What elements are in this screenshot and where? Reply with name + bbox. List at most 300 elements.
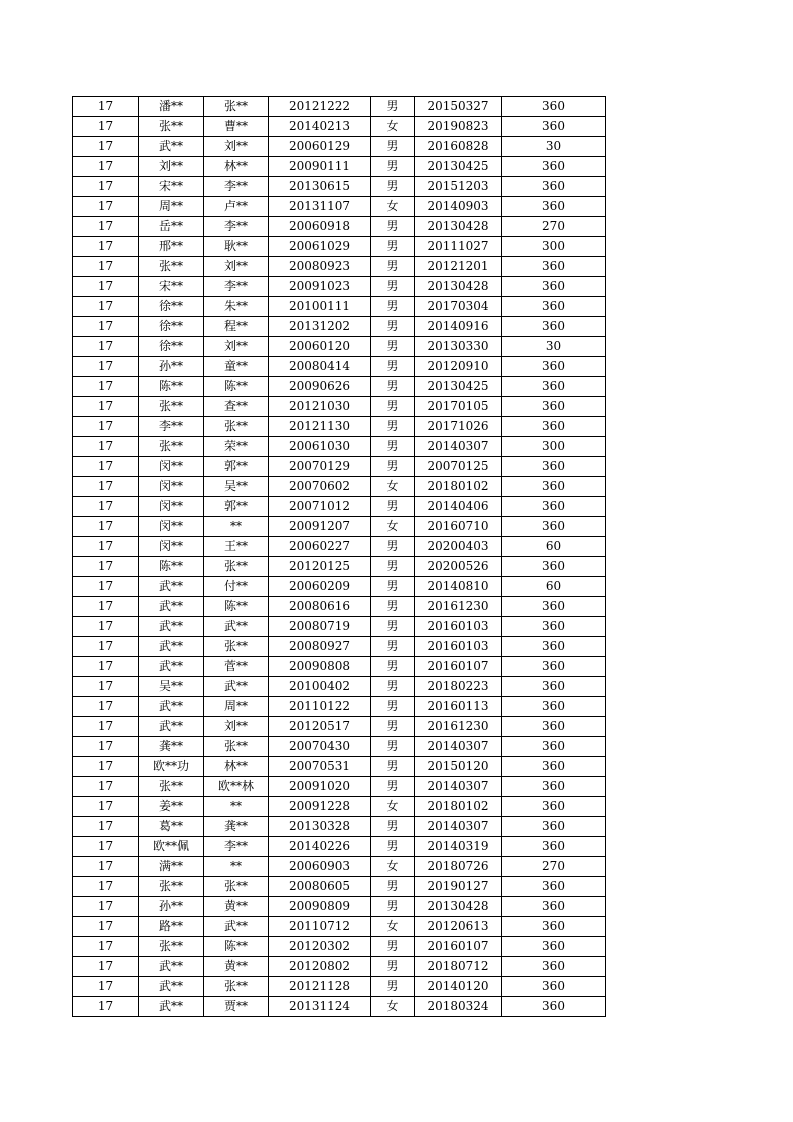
table-row [73, 837, 606, 857]
name-a-cell: 邢** [139, 237, 204, 257]
name-a-cell: 武** [139, 977, 204, 997]
date-a-cell: 20121128 [269, 977, 371, 997]
name-b-cell: 郭** [204, 497, 269, 517]
name-a-cell: 宋** [139, 277, 204, 297]
date-a-cell: 20120802 [269, 957, 371, 977]
name-b-cell: 朱** [204, 297, 269, 317]
name-a-cell: 宋** [139, 177, 204, 197]
table-row [73, 177, 606, 197]
name-b-cell: 张** [204, 877, 269, 897]
name-a-cell: 张** [139, 117, 204, 137]
date-a-cell: 20070531 [269, 757, 371, 777]
date-a-cell: 20130328 [269, 817, 371, 837]
amount-cell: 360 [502, 417, 606, 437]
amount-cell: 360 [502, 797, 606, 817]
name-b-cell: 欧**林 [204, 777, 269, 797]
gender-cell: 男 [371, 177, 415, 197]
gender-cell: 男 [371, 377, 415, 397]
grade-cell: 17 [73, 697, 139, 717]
gender-cell: 女 [371, 197, 415, 217]
name-b-cell: 武** [204, 617, 269, 637]
date-b-cell: 20140810 [415, 577, 502, 597]
gender-cell: 男 [371, 337, 415, 357]
amount-cell: 360 [502, 457, 606, 477]
amount-cell: 270 [502, 217, 606, 237]
grade-cell: 17 [73, 817, 139, 837]
date-a-cell: 20140226 [269, 837, 371, 857]
grade-cell: 17 [73, 297, 139, 317]
table-row [73, 257, 606, 277]
grade-cell: 17 [73, 237, 139, 257]
date-a-cell: 20060209 [269, 577, 371, 597]
date-a-cell: 20060918 [269, 217, 371, 237]
name-b-cell: 张** [204, 417, 269, 437]
amount-cell: 360 [502, 997, 606, 1017]
date-b-cell: 20130428 [415, 217, 502, 237]
date-a-cell: 20091020 [269, 777, 371, 797]
name-a-cell: 陈** [139, 377, 204, 397]
amount-cell: 360 [502, 877, 606, 897]
grade-cell: 17 [73, 277, 139, 297]
gender-cell: 男 [371, 397, 415, 417]
date-b-cell: 20180102 [415, 797, 502, 817]
grade-cell: 17 [73, 417, 139, 437]
grade-cell: 17 [73, 757, 139, 777]
table-row [73, 437, 606, 457]
grade-cell: 17 [73, 577, 139, 597]
gender-cell: 女 [371, 917, 415, 937]
table-row [73, 357, 606, 377]
grade-cell: 17 [73, 737, 139, 757]
date-a-cell: 20110712 [269, 917, 371, 937]
date-a-cell: 20110122 [269, 697, 371, 717]
grade-cell: 17 [73, 257, 139, 277]
name-b-cell: 吴** [204, 477, 269, 497]
date-a-cell: 20061030 [269, 437, 371, 457]
table-row [73, 137, 606, 157]
amount-cell: 360 [502, 317, 606, 337]
name-b-cell: 武** [204, 677, 269, 697]
name-a-cell: 闵** [139, 477, 204, 497]
table-row [73, 937, 606, 957]
amount-cell: 360 [502, 737, 606, 757]
name-b-cell: 李** [204, 277, 269, 297]
name-a-cell: 吴** [139, 677, 204, 697]
table-row [73, 97, 606, 117]
table-row [73, 777, 606, 797]
name-a-cell: 武** [139, 657, 204, 677]
name-b-cell: ** [204, 517, 269, 537]
grade-cell: 17 [73, 477, 139, 497]
amount-cell: 360 [502, 397, 606, 417]
date-b-cell: 20160107 [415, 657, 502, 677]
date-a-cell: 20070602 [269, 477, 371, 497]
amount-cell: 360 [502, 677, 606, 697]
name-b-cell: 张** [204, 637, 269, 657]
amount-cell: 360 [502, 717, 606, 737]
table-row [73, 237, 606, 257]
gender-cell: 男 [371, 717, 415, 737]
name-a-cell: 姜** [139, 797, 204, 817]
table-row [73, 577, 606, 597]
name-b-cell: 菅** [204, 657, 269, 677]
gender-cell: 男 [371, 317, 415, 337]
gender-cell: 男 [371, 277, 415, 297]
name-b-cell: 郭** [204, 457, 269, 477]
amount-cell: 30 [502, 137, 606, 157]
name-b-cell: 张** [204, 977, 269, 997]
amount-cell: 360 [502, 297, 606, 317]
gender-cell: 男 [371, 577, 415, 597]
date-a-cell: 20080616 [269, 597, 371, 617]
grade-cell: 17 [73, 557, 139, 577]
date-b-cell: 20180726 [415, 857, 502, 877]
grade-cell: 17 [73, 537, 139, 557]
grade-cell: 17 [73, 397, 139, 417]
name-b-cell: 陈** [204, 597, 269, 617]
grade-cell: 17 [73, 457, 139, 477]
table-row [73, 537, 606, 557]
gender-cell: 男 [371, 457, 415, 477]
name-b-cell: ** [204, 797, 269, 817]
amount-cell: 270 [502, 857, 606, 877]
gender-cell: 女 [371, 857, 415, 877]
name-b-cell: 卢** [204, 197, 269, 217]
grade-cell: 17 [73, 977, 139, 997]
gender-cell: 男 [371, 257, 415, 277]
date-b-cell: 20160828 [415, 137, 502, 157]
name-b-cell: 李** [204, 177, 269, 197]
date-b-cell: 20140307 [415, 437, 502, 457]
date-b-cell: 20160710 [415, 517, 502, 537]
amount-cell: 360 [502, 957, 606, 977]
name-b-cell: 龚** [204, 817, 269, 837]
grade-cell: 17 [73, 837, 139, 857]
amount-cell: 360 [502, 277, 606, 297]
amount-cell: 360 [502, 157, 606, 177]
table-row [73, 737, 606, 757]
name-b-cell: 刘** [204, 337, 269, 357]
amount-cell: 360 [502, 517, 606, 537]
name-a-cell: 张** [139, 937, 204, 957]
table-row [73, 457, 606, 477]
amount-cell: 360 [502, 117, 606, 137]
name-a-cell: 武** [139, 637, 204, 657]
date-a-cell: 20090111 [269, 157, 371, 177]
amount-cell: 360 [502, 477, 606, 497]
table-row [73, 677, 606, 697]
amount-cell: 300 [502, 437, 606, 457]
date-a-cell: 20131107 [269, 197, 371, 217]
gender-cell: 男 [371, 417, 415, 437]
grade-cell: 17 [73, 957, 139, 977]
name-a-cell: 欧**佩 [139, 837, 204, 857]
date-b-cell: 20140307 [415, 777, 502, 797]
date-b-cell: 20140916 [415, 317, 502, 337]
name-b-cell: 刘** [204, 257, 269, 277]
name-a-cell: 武** [139, 577, 204, 597]
name-a-cell: 葛** [139, 817, 204, 837]
name-b-cell: 刘** [204, 717, 269, 737]
name-b-cell: 张** [204, 97, 269, 117]
date-a-cell: 20080719 [269, 617, 371, 637]
date-b-cell: 20140307 [415, 817, 502, 837]
grade-cell: 17 [73, 937, 139, 957]
date-a-cell: 20130615 [269, 177, 371, 197]
date-b-cell: 20140120 [415, 977, 502, 997]
date-a-cell: 20061029 [269, 237, 371, 257]
date-a-cell: 20090626 [269, 377, 371, 397]
grade-cell: 17 [73, 877, 139, 897]
gender-cell: 男 [371, 937, 415, 957]
amount-cell: 360 [502, 357, 606, 377]
name-a-cell: 闵** [139, 497, 204, 517]
table-row [73, 417, 606, 437]
date-b-cell: 20161230 [415, 717, 502, 737]
name-a-cell: 路** [139, 917, 204, 937]
name-a-cell: 武** [139, 957, 204, 977]
date-a-cell: 20091228 [269, 797, 371, 817]
name-b-cell: 张** [204, 737, 269, 757]
amount-cell: 360 [502, 497, 606, 517]
name-a-cell: 龚** [139, 737, 204, 757]
amount-cell: 60 [502, 577, 606, 597]
date-b-cell: 20161230 [415, 597, 502, 617]
name-b-cell: 耿** [204, 237, 269, 257]
table-row [73, 657, 606, 677]
grade-cell: 17 [73, 677, 139, 697]
name-b-cell: 李** [204, 217, 269, 237]
gender-cell: 男 [371, 757, 415, 777]
date-b-cell: 20200526 [415, 557, 502, 577]
date-b-cell: 20140307 [415, 737, 502, 757]
grade-cell: 17 [73, 657, 139, 677]
date-a-cell: 20090808 [269, 657, 371, 677]
table-row [73, 997, 606, 1017]
date-a-cell: 20091207 [269, 517, 371, 537]
date-b-cell: 20070125 [415, 457, 502, 477]
name-b-cell: 陈** [204, 937, 269, 957]
gender-cell: 女 [371, 517, 415, 537]
date-a-cell: 20080605 [269, 877, 371, 897]
grade-cell: 17 [73, 917, 139, 937]
name-b-cell: 曹** [204, 117, 269, 137]
name-b-cell: 武** [204, 917, 269, 937]
date-a-cell: 20080927 [269, 637, 371, 657]
name-a-cell: 周** [139, 197, 204, 217]
name-b-cell: 林** [204, 157, 269, 177]
table-row [73, 337, 606, 357]
gender-cell: 男 [371, 617, 415, 637]
name-b-cell: 黄** [204, 897, 269, 917]
gender-cell: 男 [371, 817, 415, 837]
name-a-cell: 张** [139, 397, 204, 417]
gender-cell: 男 [371, 697, 415, 717]
amount-cell: 360 [502, 777, 606, 797]
name-a-cell: 武** [139, 137, 204, 157]
date-b-cell: 20170304 [415, 297, 502, 317]
name-b-cell: 周** [204, 697, 269, 717]
table-row [73, 877, 606, 897]
gender-cell: 男 [371, 497, 415, 517]
grade-cell: 17 [73, 337, 139, 357]
date-a-cell: 20121222 [269, 97, 371, 117]
date-a-cell: 20080923 [269, 257, 371, 277]
date-a-cell: 20060903 [269, 857, 371, 877]
table-body [73, 97, 606, 1017]
gender-cell: 男 [371, 557, 415, 577]
date-b-cell: 20121201 [415, 257, 502, 277]
name-a-cell: 武** [139, 697, 204, 717]
date-b-cell: 20111027 [415, 237, 502, 257]
amount-cell: 360 [502, 937, 606, 957]
table-row [73, 157, 606, 177]
name-a-cell: 孙** [139, 357, 204, 377]
grade-cell: 17 [73, 377, 139, 397]
date-b-cell: 20130425 [415, 157, 502, 177]
gender-cell: 男 [371, 597, 415, 617]
date-a-cell: 20140213 [269, 117, 371, 137]
table-row [73, 697, 606, 717]
gender-cell: 男 [371, 437, 415, 457]
name-a-cell: 闵** [139, 517, 204, 537]
gender-cell: 女 [371, 117, 415, 137]
name-b-cell: 荣** [204, 437, 269, 457]
gender-cell: 女 [371, 477, 415, 497]
date-b-cell: 20180223 [415, 677, 502, 697]
date-b-cell: 20150120 [415, 757, 502, 777]
name-a-cell: 徐** [139, 337, 204, 357]
gender-cell: 女 [371, 997, 415, 1017]
date-b-cell: 20140319 [415, 837, 502, 857]
name-a-cell: 满** [139, 857, 204, 877]
amount-cell: 60 [502, 537, 606, 557]
name-a-cell: 武** [139, 617, 204, 637]
name-a-cell: 武** [139, 597, 204, 617]
table-row [73, 517, 606, 537]
date-b-cell: 20120910 [415, 357, 502, 377]
grade-cell: 17 [73, 897, 139, 917]
name-b-cell: 李** [204, 837, 269, 857]
name-a-cell: 张** [139, 437, 204, 457]
date-a-cell: 20071012 [269, 497, 371, 517]
gender-cell: 男 [371, 877, 415, 897]
grade-cell: 17 [73, 857, 139, 877]
date-a-cell: 20090809 [269, 897, 371, 917]
table-row [73, 917, 606, 937]
name-a-cell: 欧**功 [139, 757, 204, 777]
table-row [73, 957, 606, 977]
grade-cell: 17 [73, 117, 139, 137]
grade-cell: 17 [73, 777, 139, 797]
name-a-cell: 岳** [139, 217, 204, 237]
table-row [73, 477, 606, 497]
amount-cell: 360 [502, 197, 606, 217]
date-b-cell: 20160113 [415, 697, 502, 717]
name-a-cell: 刘** [139, 157, 204, 177]
table-row [73, 617, 606, 637]
table-row [73, 217, 606, 237]
date-b-cell: 20160103 [415, 637, 502, 657]
date-b-cell: 20180712 [415, 957, 502, 977]
grade-cell: 17 [73, 137, 139, 157]
grade-cell: 17 [73, 97, 139, 117]
gender-cell: 男 [371, 217, 415, 237]
date-a-cell: 20060129 [269, 137, 371, 157]
gender-cell: 男 [371, 657, 415, 677]
date-b-cell: 20160107 [415, 937, 502, 957]
name-a-cell: 张** [139, 877, 204, 897]
gender-cell: 男 [371, 237, 415, 257]
gender-cell: 男 [371, 137, 415, 157]
name-b-cell: 林** [204, 757, 269, 777]
date-a-cell: 20091023 [269, 277, 371, 297]
table-row [73, 897, 606, 917]
gender-cell: 男 [371, 677, 415, 697]
date-a-cell: 20131202 [269, 317, 371, 337]
date-a-cell: 20120125 [269, 557, 371, 577]
name-a-cell: 张** [139, 777, 204, 797]
gender-cell: 男 [371, 957, 415, 977]
date-b-cell: 20180324 [415, 997, 502, 1017]
gender-cell: 男 [371, 537, 415, 557]
name-b-cell: 张** [204, 557, 269, 577]
table-row [73, 637, 606, 657]
amount-cell: 360 [502, 617, 606, 637]
date-b-cell: 20160103 [415, 617, 502, 637]
grade-cell: 17 [73, 517, 139, 537]
name-a-cell: 徐** [139, 317, 204, 337]
name-b-cell: 陈** [204, 377, 269, 397]
grade-cell: 17 [73, 217, 139, 237]
table-row [73, 117, 606, 137]
table-row [73, 377, 606, 397]
name-a-cell: 陈** [139, 557, 204, 577]
gender-cell: 男 [371, 97, 415, 117]
gender-cell: 男 [371, 837, 415, 857]
date-a-cell: 20120517 [269, 717, 371, 737]
name-b-cell: 刘** [204, 137, 269, 157]
date-b-cell: 20150327 [415, 97, 502, 117]
amount-cell: 360 [502, 177, 606, 197]
gender-cell: 男 [371, 357, 415, 377]
name-a-cell: 张** [139, 257, 204, 277]
grade-cell: 17 [73, 437, 139, 457]
amount-cell: 360 [502, 977, 606, 997]
amount-cell: 360 [502, 637, 606, 657]
grade-cell: 17 [73, 597, 139, 617]
date-a-cell: 20121030 [269, 397, 371, 417]
table-row [73, 397, 606, 417]
grade-cell: 17 [73, 797, 139, 817]
gender-cell: 男 [371, 897, 415, 917]
amount-cell: 360 [502, 557, 606, 577]
amount-cell: 360 [502, 837, 606, 857]
date-a-cell: 20070430 [269, 737, 371, 757]
date-b-cell: 20200403 [415, 537, 502, 557]
name-b-cell: 查** [204, 397, 269, 417]
date-b-cell: 20140406 [415, 497, 502, 517]
name-a-cell: 闵** [139, 457, 204, 477]
name-b-cell: 付** [204, 577, 269, 597]
date-a-cell: 20070129 [269, 457, 371, 477]
table-row [73, 497, 606, 517]
gender-cell: 男 [371, 637, 415, 657]
amount-cell: 300 [502, 237, 606, 257]
date-b-cell: 20190127 [415, 877, 502, 897]
grade-cell: 17 [73, 497, 139, 517]
date-a-cell: 20060120 [269, 337, 371, 357]
